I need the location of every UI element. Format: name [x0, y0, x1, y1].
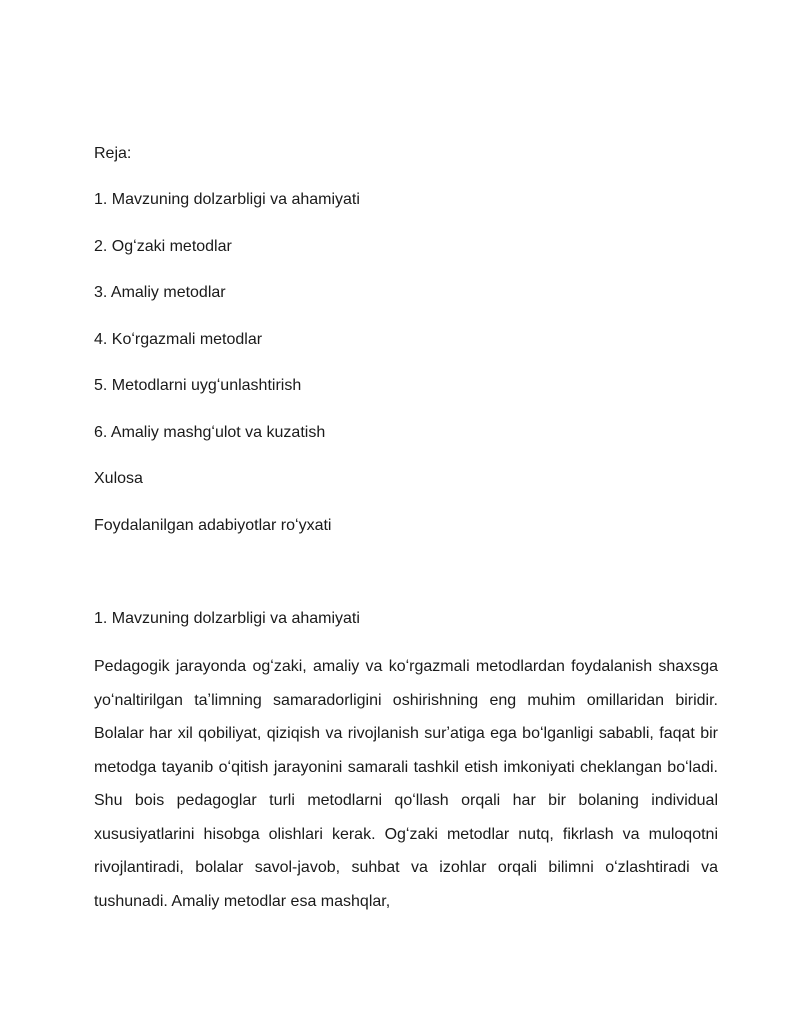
- plan-item: 1. Mavzuning dolzarbligi va ahamiyati: [94, 191, 360, 208]
- plan-list: [94, 189, 360, 561]
- plan-item-conclusion: Xulosa: [94, 470, 143, 487]
- plan-item: 6. Amaliy mashgʻulot va kuzatish: [94, 423, 326, 441]
- section-paragraph: Pedagogik jarayonda ogʻzaki, amaliy va koʻrgazmali metodlardan foydalanish shaxsga yoʻnaltirilgan taʼlimning samaradorligini oshirishning eng muhim omillaridan biridir. Bolalar har xil qobiliyat, qiziqish va rivojlanish surʼatiga ega boʻlganligi sababli, faqat bir metodga tayanib oʻqitish jarayonini samarali tashkil etish imkoniyati cheklangan boʻladi. Shu bois pedagoglar turli metodlarni qoʻllash orqali har bir bolaning individual xususiyatlarini hisobga olishlari kerak. Ogʻzaki metodlar nutq, fikrlash va muloqotni rivojlantiradi, bolalar savol-javob, suhbat va izohlar orqali bilimni oʻzlashtiradi va tushunadi. Amaliy metodlar esa mashqlar,: [94, 658, 718, 910]
- plan-heading: Reja:: [94, 145, 132, 162]
- plan-item: 5. Metodlarni uygʻunlashtirish: [94, 377, 302, 394]
- plan-item: 3. Amaliy metodlar: [94, 284, 226, 301]
- plan-item: 2. Ogʻzaki metodlar: [94, 237, 232, 255]
- section-title: 1. Mavzuning dolzarbligi va ahamiyati: [94, 610, 360, 627]
- plan-item-references: Foydalanilgan adabiyotlar roʻyxati: [94, 516, 332, 534]
- plan-item: 4. Koʻrgazmali metodlar: [94, 330, 263, 348]
